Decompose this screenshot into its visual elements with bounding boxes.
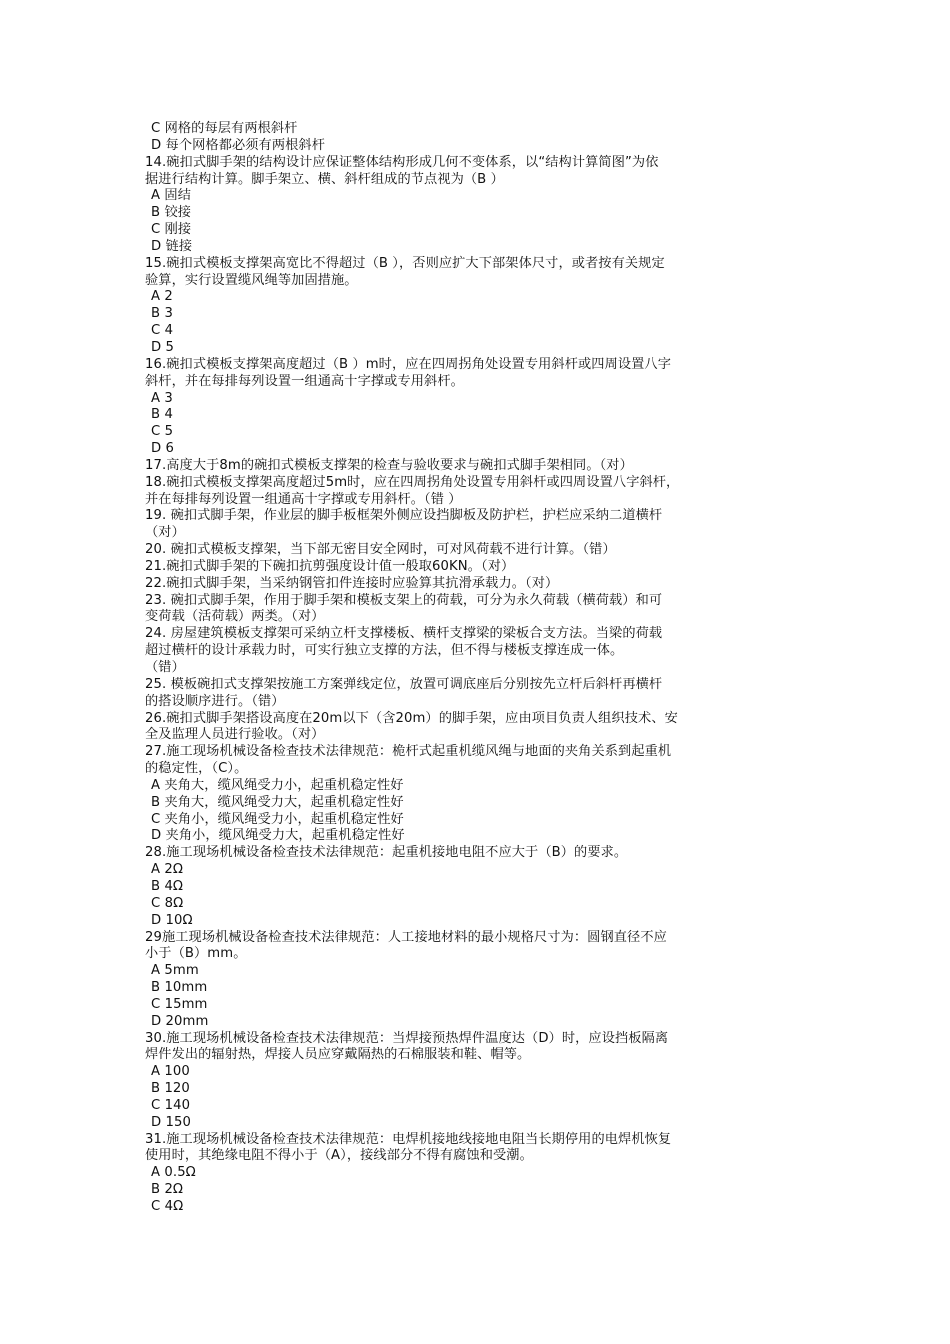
answer-option-line: A 夹角大，缆风绳受力小，起重机稳定性好 xyxy=(151,777,404,793)
question-text-line: （错） xyxy=(145,660,185,675)
answer-option-line: B 3 xyxy=(151,306,173,322)
document-page xyxy=(145,121,813,1216)
question-text-line: 验算，实行设置缆风绳等加固措施。 xyxy=(145,272,358,288)
question-text-line: 18.碗扣式模板支撑架高度超过5m时，应在四周拐角处设置专用斜杆或四周设置八字斜杆， xyxy=(145,474,680,490)
answer-option-line: D 10Ω xyxy=(151,912,193,928)
answer-option-line: D 夹角小，缆风绳受力大，起重机稳定性好 xyxy=(151,828,405,844)
question-text-line: 并在每排每列设置一组通高十字撑或专用斜杆。（错 ） xyxy=(145,491,462,507)
question-text-line: 16.碗扣式模板支撑架高度超过（B ）m时，应在四周拐角处设置专用斜杆或四周设置八字 xyxy=(145,356,672,372)
answer-option-line: B 4Ω xyxy=(151,878,184,894)
question-text-line: 17.高度大于8m的碗扣式模板支撑架的检查与验收要求与碗扣式脚手架相同。（对） xyxy=(145,457,633,473)
question-text-line: 焊件发出的辐射热，焊接人员应穿戴隔热的石棉服装和鞋、帽等。 xyxy=(145,1047,531,1063)
answer-option-line: C 4Ω xyxy=(151,1199,184,1214)
answer-option-line: A 2 xyxy=(151,289,173,305)
question-text-line: 的稳定性，（C）。 xyxy=(145,761,248,777)
question-text-line: 使用时，其绝缘电阻不得小于（A），接线部分不得有腐蚀和受潮。 xyxy=(145,1148,533,1164)
question-text-line: 31.施工现场机械设备检查技术法律规范：电焊机接地线接地电阻当长期停用的电焊机恢复 xyxy=(145,1131,672,1147)
question-text-line: 小于（B）mm。 xyxy=(145,946,247,962)
question-text-line: 20. 碗扣式模板支撑架，当下部无密目安全网时，可对风荷载不进行计算。（错） xyxy=(145,542,616,558)
answer-option-line: C 140 xyxy=(151,1097,191,1113)
question-text-line: 14.碗扣式脚手架的结构设计应保证整体结构形成几何不变体系，以“结构计算简图”为依 xyxy=(145,154,659,170)
question-text-line: 24. 房屋建筑模板支撑架可采纳立杆支撑楼板、横杆支撑梁的梁板合支方法。当梁的荷载 xyxy=(145,626,663,642)
question-text-line: 的搭设顺序进行。（错） xyxy=(145,693,285,709)
question-text-line: 斜杆，并在每排每列设置一组通高十字撑或专用斜杆。 xyxy=(145,373,464,389)
answer-option-line: C 15mm xyxy=(151,996,208,1012)
question-text-line: 变荷载（活荷载）两类。（对） xyxy=(145,609,325,625)
answer-option-line: A 固结 xyxy=(151,188,191,204)
answer-option-line: C 夹角小，缆风绳受力小，起重机稳定性好 xyxy=(151,811,404,827)
question-text-line: 30.施工现场机械设备检查技术法律规范：当焊接预热焊件温度达（D）时，应设挡板隔离 xyxy=(145,1030,669,1046)
question-text-line: 22.碗扣式脚手架，当采纳钢管扣件连接时应验算其抗滑承载力。（对） xyxy=(145,575,559,591)
answer-option-line: A 3 xyxy=(151,390,173,406)
answer-option-line: C 刚接 xyxy=(151,222,192,238)
question-text-line: 全及监理人员进行验收。（对） xyxy=(145,727,325,743)
answer-option-line: C 5 xyxy=(151,424,174,440)
answer-option-line: B 10mm xyxy=(151,980,208,996)
answer-option-line: A 0.5Ω xyxy=(151,1165,196,1181)
question-text-line: 27.施工现场机械设备检查技术法律规范：桅杆式起重机缆风绳与地面的夹角关系到起重机 xyxy=(145,744,672,760)
answer-option-line: D 5 xyxy=(151,339,175,355)
answer-option-line: B 铰接 xyxy=(151,205,192,221)
answer-option-line: A 100 xyxy=(151,1064,190,1080)
question-text-line: 超过横杆的设计承载力时，可实行独立支撑的方法，但不得与楼板支撑连成一体。 xyxy=(145,643,624,659)
answer-option-line: C 网格的每层有两根斜杆 xyxy=(151,121,298,136)
answer-option-line: A 2Ω xyxy=(151,862,184,878)
answer-option-line: D 150 xyxy=(151,1114,192,1130)
question-text-line: 15.碗扣式模板支撑架高宽比不得超过（B ），否则应扩大下部架体尺寸，或者按有关规定 xyxy=(145,255,665,271)
answer-option-line: B 4 xyxy=(151,407,173,423)
answer-option-line: B 2Ω xyxy=(151,1182,184,1198)
question-text-line: 21.碗扣式脚手架的下碗扣抗剪强度设计值一般取60KN。（对） xyxy=(145,558,515,574)
question-text-line: 19. 碗扣式脚手架，作业层的脚手板框架外侧应设挡脚板及防护栏，护栏应采纳二道横杆 xyxy=(145,508,663,524)
answer-option-line: D 链接 xyxy=(151,238,193,254)
question-text-line: 25. 模板碗扣式支撑架按施工方案弹线定位，放置可调底座后分别按先立杆后斜杆再横杆 xyxy=(145,676,663,692)
answer-option-line: D 6 xyxy=(151,441,175,457)
question-text-line: （对） xyxy=(145,525,185,541)
question-text-line: 据进行结构计算。脚手架立、横、斜杆组成的节点视为（B ） xyxy=(145,171,504,187)
answer-option-line: B 120 xyxy=(151,1081,190,1097)
question-text-line: 29施工现场机械设备检查技术法律规范：人工接地材料的最小规格尺寸为：圆钢直径不应 xyxy=(145,929,667,945)
answer-option-line: B 夹角大，缆风绳受力大，起重机稳定性好 xyxy=(151,794,404,810)
question-text-line: 28.施工现场机械设备检查技术法律规范：起重机接地电阻不应大于（B）的要求。 xyxy=(145,845,628,861)
answer-option-line: C 4 xyxy=(151,323,174,339)
question-text-line: 23. 碗扣式脚手架，作用于脚手架和模板支架上的荷载，可分为永久荷载（横荷载）和可 xyxy=(145,592,663,608)
answer-option-line: A 5mm xyxy=(151,963,199,979)
answer-option-line: D 20mm xyxy=(151,1013,209,1029)
question-text-line: 26.碗扣式脚手架搭设高度在20m以下（含20m）的脚手架，应由项目负责人组织技术、安 xyxy=(145,710,678,726)
answer-option-line: C 8Ω xyxy=(151,895,184,911)
answer-option-line: D 每个网格都必须有两根斜杆 xyxy=(151,137,325,153)
